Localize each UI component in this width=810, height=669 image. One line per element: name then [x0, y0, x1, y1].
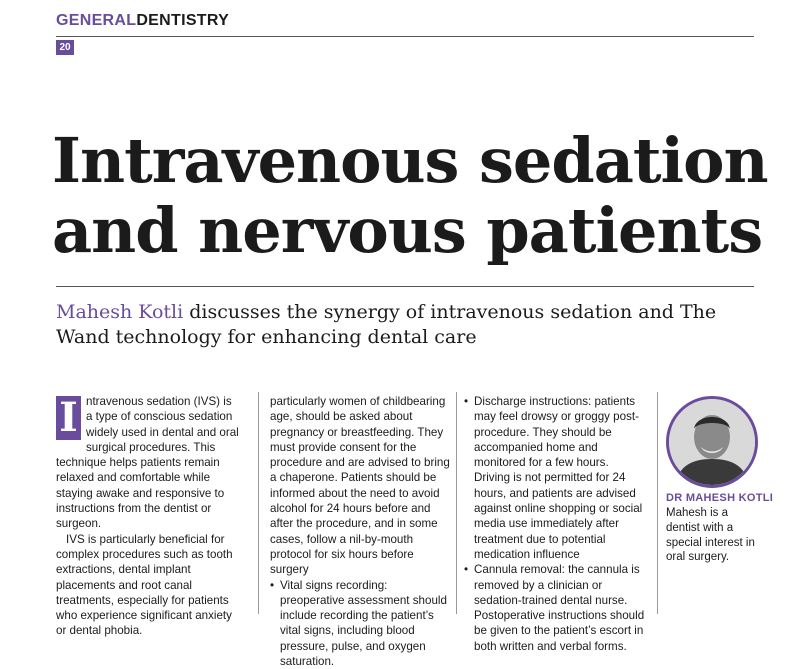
bullet-list — [270, 578, 452, 669]
article-column-1 — [56, 394, 240, 639]
header-divider — [56, 36, 754, 37]
author-portrait-icon — [669, 399, 755, 485]
paragraph: ntravenous sedation (IVS) is a type of conscious sedation widely used in dental and oral surgical procedures. This technique helps patients remain relaxed and comfortable while staying awake and responsive to instructions from the dentist or surgeon. — [56, 395, 239, 531]
page-number-badge: 20 — [56, 40, 74, 55]
paragraph: particularly women of childbearing age, should be asked about pregnancy or breastfeeding. They must provide consent for the procedure and are advised to bring a chaperone. Patients should be informed about the need to avoid alcohol for 24 hours before and after the procedure, and in some cases, follow a nil-by-mouth protocol for six hours before surgery — [270, 395, 450, 577]
article-column-3 — [464, 394, 646, 654]
bullet-item: • Discharge instructions: patients may feel drowsy or groggy post-procedure. They should be accompanied home and monitored for a few hours. Driving is not permitted for 24 hours, and patients are advised against online shopping or social media use immediately after treatment due to potential medication influence — [464, 394, 646, 562]
standfirst-author: Mahesh Kotli — [56, 301, 184, 323]
column-divider — [657, 392, 658, 614]
drop-cap: I — [56, 396, 81, 440]
section-header — [56, 12, 229, 30]
standfirst — [56, 300, 756, 350]
bullet-list — [464, 394, 646, 654]
bullet-item: • Vital signs recording: preoperative assessment should include recording the patient’s vital signs, including blood pressure, pulse, and oxygen saturation. — [270, 578, 452, 669]
author-name: DR MAHESH KOTLI — [666, 492, 774, 504]
bullet-item: • Cannula removal: the cannula is removed by a clinician or sedation-trained dental nurse. Postoperative instructions should be given to the patient’s escort in both written and verbal forms. — [464, 562, 646, 654]
paragraph: IVS is particularly beneficial for complex procedures such as tooth extractions, dental implant placements and root canal treatments, especially for patients who experience significant anxiety or dental phobia. — [56, 532, 233, 638]
column-divider — [258, 392, 259, 614]
headline: Intravenous sedation and nervous patients — [52, 124, 768, 267]
standfirst-divider — [56, 286, 754, 287]
section-prefix: GENERAL — [56, 12, 137, 29]
author-bio: Mahesh is a dentist with a special interest in oral surgery. — [666, 507, 755, 564]
section-suffix: DENTISTRY — [136, 12, 230, 29]
author-photo — [666, 396, 758, 488]
article-column-2 — [270, 394, 452, 669]
column-divider — [456, 392, 457, 614]
standfirst-text: discusses the synergy of intravenous sedation and The Wand technology for enhancing dental care — [56, 301, 717, 348]
